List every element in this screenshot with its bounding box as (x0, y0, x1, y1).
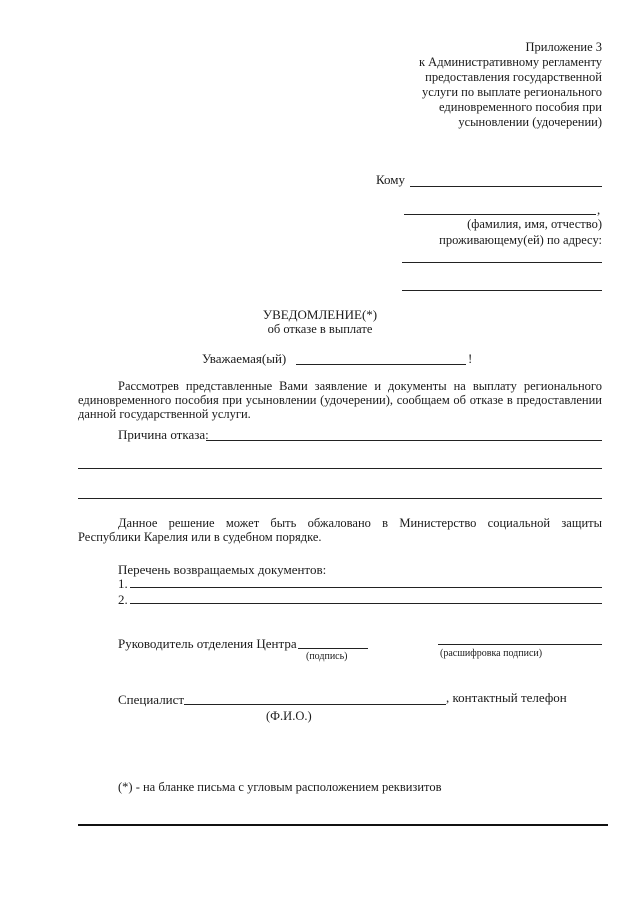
head-signature-line (298, 648, 368, 649)
reason-line-2 (78, 468, 602, 469)
paragraph-appeal: Данное решение может быть обжаловано в Министерство социальной защиты Республики Карелия или в судебном порядке. (78, 516, 602, 544)
greeting-prefix: Уважаемая(ый) (202, 351, 287, 366)
specialist-label: Специалист (118, 692, 185, 707)
specialist-line (184, 704, 446, 705)
recipient-name-line-2 (404, 214, 596, 215)
appendix-line-5: единовременного пособия при (439, 100, 602, 114)
reason-line-3 (78, 498, 602, 499)
recipient-name-line (410, 186, 602, 187)
greeting-name-line (296, 364, 466, 365)
appendix-line-2: к Административному регламенту (418, 55, 602, 69)
footnote: (*) - на бланке письма с угловым расположением реквизитов (118, 780, 442, 794)
to-label: Кому (376, 172, 406, 187)
appendix-line-3: предоставления государственной (425, 70, 602, 84)
doc-item-2: 2. (118, 592, 128, 607)
doc-line-2 (130, 603, 602, 604)
doc-line-1 (130, 587, 602, 588)
reason-label: Причина отказа: (118, 427, 209, 442)
appendix-header (419, 40, 602, 130)
address-line-1 (402, 262, 602, 263)
greeting-suffix: ! (468, 351, 473, 366)
notice-subtitle: об отказе в выплате (267, 322, 373, 336)
notice-title: УВЕДОМЛЕНИЕ(*) (262, 307, 378, 322)
phone-label: , контактный телефон (446, 690, 567, 705)
address-label: проживающему(ей) по адресу: (439, 233, 602, 247)
appendix-line-6: усыновлении (удочерении) (458, 115, 602, 129)
head-label: Руководитель отделения Центра (118, 636, 297, 651)
footer-rule (78, 824, 608, 826)
signature-hint: (подпись) (306, 651, 348, 662)
address-line-2 (402, 290, 602, 291)
doc-item-1: 1. (118, 576, 128, 591)
head-decode-line (438, 644, 602, 645)
docs-label: Перечень возвращаемых документов: (118, 562, 327, 577)
fio-hint: (Ф.И.О.) (266, 709, 312, 723)
decode-hint: (расшифровка подписи) (440, 648, 543, 659)
appendix-line-4: услуги по выплате регионального (421, 85, 602, 99)
name-hint: (фамилия, имя, отчество) (467, 217, 602, 231)
recipient-comma: , (597, 202, 601, 217)
appendix-line-1: Приложение 3 (525, 40, 602, 54)
reason-line-1 (206, 440, 602, 441)
paragraph-refusal: Рассмотрев представленные Вами заявление и документы на выплату регионального единовременного пособия при усыновлении (удочерении), сообщаем об отказе в предоставлении данной государственной услуги. (78, 379, 602, 421)
